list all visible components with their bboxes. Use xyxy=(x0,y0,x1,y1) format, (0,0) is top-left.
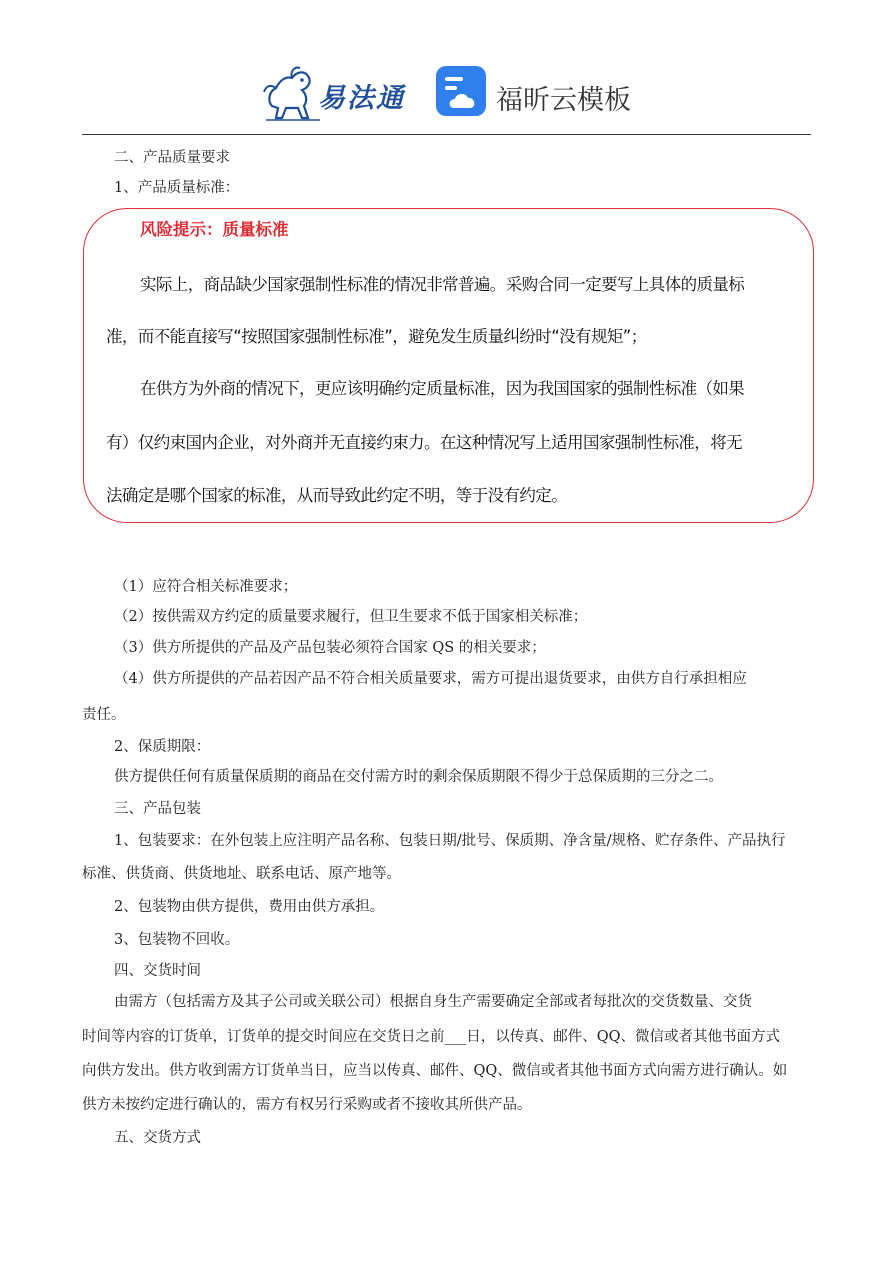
shelf-life-paragraph: 供方提供任何有质量保质期的商品在交付需方时的剩余保质期限不得少于总保质期的三分之二。 xyxy=(114,769,723,785)
quality-item-continued: 责任。 xyxy=(82,707,126,723)
fuxin-brand-text: 福昕云模板 xyxy=(496,85,631,116)
quality-item: （1）应符合相关标准要求； xyxy=(114,579,298,595)
risk-tip-line: 准，而不能直接写“按照国家强制性标准”，避免发生质量纠纷时“没有规矩”； xyxy=(106,327,647,346)
risk-tip-line: 法确定是哪个国家的标准，从而导致此约定不明，等于没有约定。 xyxy=(106,486,568,505)
section-heading-delivery-method: 五、交货方式 xyxy=(114,1130,201,1146)
yifatong-logo xyxy=(262,62,414,124)
qilin-mascot-icon xyxy=(262,62,324,124)
delivery-time-paragraph: 供方未按约定进行确认的，需方有权另行采购或者不接收其所供产品。 xyxy=(82,1097,532,1113)
header-divider xyxy=(82,134,811,135)
packaging-item: 2、包装物由供方提供，费用由供方承担。 xyxy=(114,899,385,915)
quality-item: （3）供方所提供的产品及产品包装必须符合国家 QS 的相关要求； xyxy=(114,640,546,656)
quality-item: （4）供方所提供的产品若因产品不符合相关质量要求，需方可提出退货要求，由供方自行承担相应 xyxy=(114,671,747,687)
section-heading-quality: 二、产品质量要求 xyxy=(114,150,230,166)
page-header xyxy=(0,52,893,132)
risk-tip-line: 在供方为外商的情况下，更应该明确约定质量标准，因为我国国家的强制性标准（如果 xyxy=(140,379,745,398)
packaging-requirement-continued: 标准、供货商、供货地址、联系电话、原产地等。 xyxy=(82,866,401,882)
risk-tip-box xyxy=(83,208,814,523)
packaging-requirement: 1、包装要求：在外包装上应注明产品名称、包装日期/批号、保质期、净含量/规格、贮存条件、产品执行 xyxy=(114,833,786,849)
subsection-quality-standard: 1、产品质量标准： xyxy=(114,180,240,196)
delivery-time-paragraph: 时间等内容的订货单，订货单的提交时间应在交货日之前___日，以传真、邮件、QQ、微信或者其他书面方式 xyxy=(82,1029,781,1045)
risk-tip-line: 实际上，商品缺少国家强制性标准的情况非常普遍。采购合同一定要写上具体的质量标 xyxy=(140,275,745,294)
risk-tip-title: 风险提示：质量标准 xyxy=(140,220,289,239)
quality-item: （2）按供需双方约定的质量要求履行，但卫生要求不低于国家相关标准； xyxy=(114,609,588,625)
section-heading-packaging: 三、产品包装 xyxy=(114,801,201,817)
delivery-time-paragraph: 由需方（包括需方及其子公司或关联公司）根据自身生产需要确定全部或者每批次的交货数量、交货 xyxy=(114,994,752,1010)
cloud-document-icon xyxy=(436,66,486,116)
subsection-shelf-life: 2、保质期限： xyxy=(114,739,211,755)
section-heading-delivery-time: 四、交货时间 xyxy=(114,963,201,979)
delivery-time-paragraph: 向供方发出。供方收到需方订货单当日，应当以传真、邮件、QQ、微信或者其他书面方式向需方进行确认。如 xyxy=(82,1063,788,1079)
risk-tip-line: 有）仅约束国内企业，对外商并无直接约束力。在这种情况写上适用国家强制性标准，将无 xyxy=(106,433,743,452)
yifatong-brand-text: 易法通 xyxy=(318,83,405,114)
packaging-item: 3、包装物不回收。 xyxy=(114,932,240,948)
